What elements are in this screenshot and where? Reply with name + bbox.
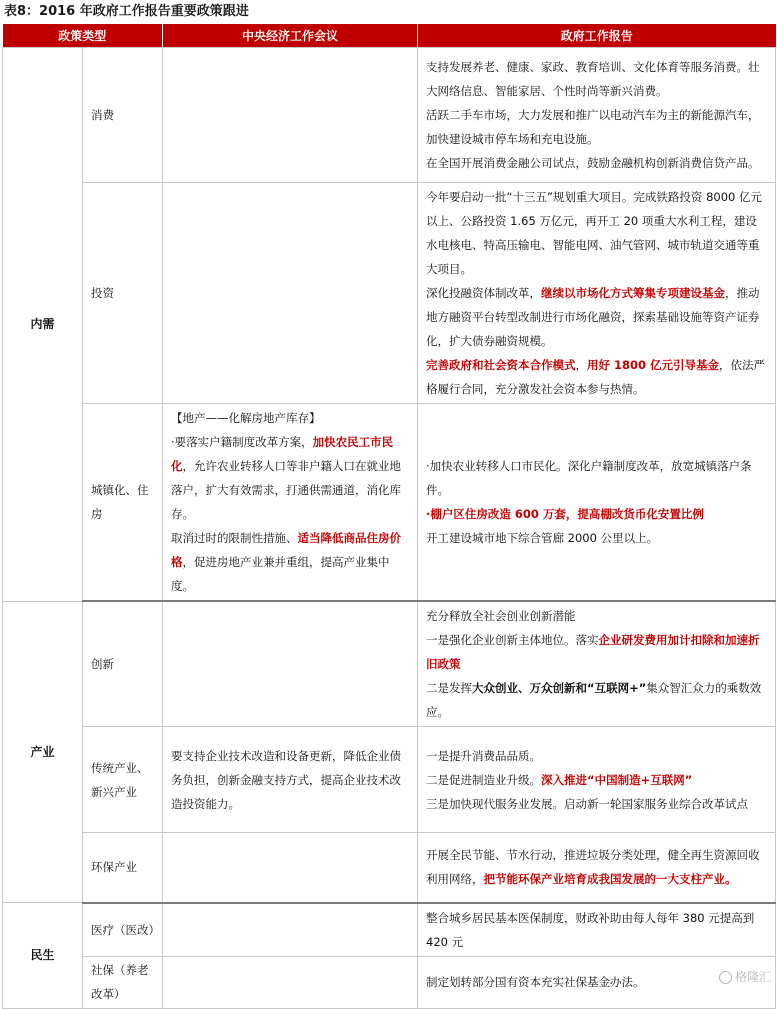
category-livelihood: 民生 (3, 903, 83, 1009)
subcategory-consumption: 消费 (83, 48, 163, 183)
table-row (3, 956, 776, 1008)
gov-cell (418, 903, 776, 957)
gov-cell (418, 404, 776, 602)
table-row (3, 183, 776, 404)
table-row (3, 48, 776, 183)
paragraph (426, 906, 767, 954)
highlight-text: 用好 1800 亿元引导基金 (587, 358, 720, 372)
category-domestic-demand: 内需 (3, 48, 83, 602)
paragraph (426, 526, 767, 550)
text-segment: ，推动地方融资平台转型改制进行市场化融资，探索基础设施等资产证券化，扩大债券融资规模。 (426, 286, 760, 348)
paragraph (171, 526, 409, 598)
central-cell (163, 404, 418, 602)
text-segment: 一是强化企业创新主体地位。落实 (426, 633, 599, 647)
text-segment: 今年要启动一批“十三五”规划重大项目。完成铁路投资 8000 亿元以上、公路投资 1.65 万亿元，再开工 20 项重大水利工程，建设水电核电、特高压输电、智能电网、油气管网、城市轨道交通等重大项目。 (426, 190, 763, 276)
table-row (3, 833, 776, 903)
text-segment: ·加快农业转移人口市民化。深化户籍制度改革，放宽城镇落户条件。 (426, 459, 752, 497)
highlight-text: ·棚户区住房改造 600 万套，提高棚改货币化安置比例 (426, 507, 704, 521)
paragraph (426, 281, 767, 353)
highlight-text: 企业研发费用加计扣除和加速折旧政策 (426, 633, 760, 671)
central-cell (163, 48, 418, 183)
text-segment: 在全国开展消费金融公司试点，鼓励金融机构创新消费信贷产品。 (426, 156, 760, 170)
text-segment: 开工建设城市地下综合管廊 2000 公里以上。 (426, 531, 659, 545)
table-row (3, 404, 776, 602)
gov-cell (418, 833, 776, 903)
paragraph (426, 744, 767, 768)
header-central-conference: 中央经济工作会议 (163, 24, 418, 48)
table-row (3, 903, 776, 957)
central-cell (163, 727, 418, 833)
central-cell (163, 833, 418, 903)
paragraph (426, 843, 767, 891)
header-gov-report: 政府工作报告 (418, 24, 776, 48)
gov-cell (418, 727, 776, 833)
paragraph (426, 604, 767, 628)
paragraph (171, 430, 409, 526)
paragraph (171, 744, 409, 816)
header-policy-type: 政策类型 (3, 24, 163, 48)
text-segment: 二是促进制造业升级。 (426, 772, 542, 787)
paragraph (171, 406, 409, 430)
highlight-text: 完善政府和社会资本合作模式 (426, 358, 576, 372)
paragraph (426, 676, 767, 724)
subcategory-urbanization-housing: 城镇化、住房 (83, 404, 163, 602)
paragraph (426, 55, 767, 103)
paragraph (426, 151, 767, 175)
table-row (3, 601, 776, 727)
text-segment: 一是提升消费品品质。 (426, 748, 542, 763)
highlight-text: 继续以市场化方式筹集专项建设基金 (541, 286, 726, 300)
text-segment: ， (575, 358, 588, 372)
text-segment: 【地产——化解房地产库存】 (171, 411, 321, 425)
highlight-text: 加快农民工市民化 (171, 435, 394, 473)
paragraph (426, 502, 767, 526)
text-segment: 二是发挥 (426, 681, 473, 695)
paragraph (426, 454, 767, 502)
paragraph (426, 628, 767, 676)
text-segment: 取消过时的限制性措施、 (171, 531, 298, 545)
watermark-logo-icon (719, 971, 732, 984)
highlight-text: 适当降低商品住房价格 (171, 531, 402, 569)
subcategory-traditional-emerging: 传统产业、新兴产业 (83, 727, 163, 833)
subcategory-medical: 医疗（医改） (83, 903, 163, 957)
subcategory-investment: 投资 (83, 183, 163, 404)
text-segment: 深化投融资体制改革， (426, 286, 542, 300)
paragraph (426, 970, 767, 994)
text-segment: 开展全民节能、节水行动，推进垃圾分类处理，健全再生资源回收利用网络， (426, 848, 760, 887)
gov-cell (418, 183, 776, 404)
text-segment: 要支持企业技术改造和设备更新，降低企业债务负担，创新金融支持方式，提高企业技术改造投资能力。 (171, 748, 402, 811)
text-segment: ，允许农业转移人口等非户籍人口在就业地落户，扩大有效需求，打通供需通道，消化库存。 (171, 459, 402, 521)
header-row (3, 24, 776, 48)
gov-cell (418, 601, 776, 727)
text-segment: 活跃二手车市场，大力发展和推广以电动汽车为主的新能源汽车，加快建设城市停车场和充电设施。 (426, 108, 760, 146)
paragraph (426, 792, 767, 816)
paragraph (426, 185, 767, 281)
policy-table (2, 24, 776, 1009)
watermark (719, 969, 771, 985)
central-cell (163, 601, 418, 727)
subcategory-environmental: 环保产业 (83, 833, 163, 903)
text-segment: 整合城乡居民基本医保制度，财政补助由每人每年 380 元提高到 420 元 (426, 910, 755, 949)
table-row (3, 727, 776, 833)
central-cell (163, 183, 418, 404)
text-segment: ，促进房地产业兼并重组，提高产业集中度。 (171, 555, 390, 593)
table-title: 表8：2016 年政府工作报告重要政策跟进 (4, 4, 249, 19)
text-segment: 充分释放全社会创业创新潜能 (426, 609, 576, 623)
central-cell (163, 956, 418, 1008)
central-cell (163, 903, 418, 957)
bold-text: 大众创业、万众创新和“互联网+” (472, 681, 647, 695)
text-segment: 支持发展养老、健康、家政、教育培训、文化体育等服务消费。壮大网络信息、智能家居、个性时尚等新兴消费。 (426, 60, 760, 98)
text-segment: 制定划转部分国有资本充实社保基金办法。 (426, 975, 645, 989)
text-segment: ·要落实户籍制度改革方案， (171, 435, 313, 449)
watermark-text: 格隆汇 (734, 970, 771, 984)
text-segment: 集众智汇众力的乘数效应。 (426, 681, 762, 719)
category-industry: 产业 (3, 601, 83, 903)
subcategory-innovation: 创新 (83, 601, 163, 727)
highlight-text: 把节能环保产业培育成我国发展的一大支柱产业。 (483, 872, 737, 887)
subcategory-social-security: 社保（养老改革） (83, 956, 163, 1008)
text-segment: ，依法严格履行合同，充分激发社会资本参与热情。 (426, 358, 766, 396)
paragraph (426, 768, 767, 792)
text-segment: 三是加快现代服务业发展。启动新一轮国家服务业综合改革试点 (426, 796, 749, 811)
paragraph (426, 353, 767, 401)
gov-cell (418, 48, 776, 183)
paragraph (426, 103, 767, 151)
highlight-text: 深入推进“中国制造+互联网” (541, 772, 693, 787)
